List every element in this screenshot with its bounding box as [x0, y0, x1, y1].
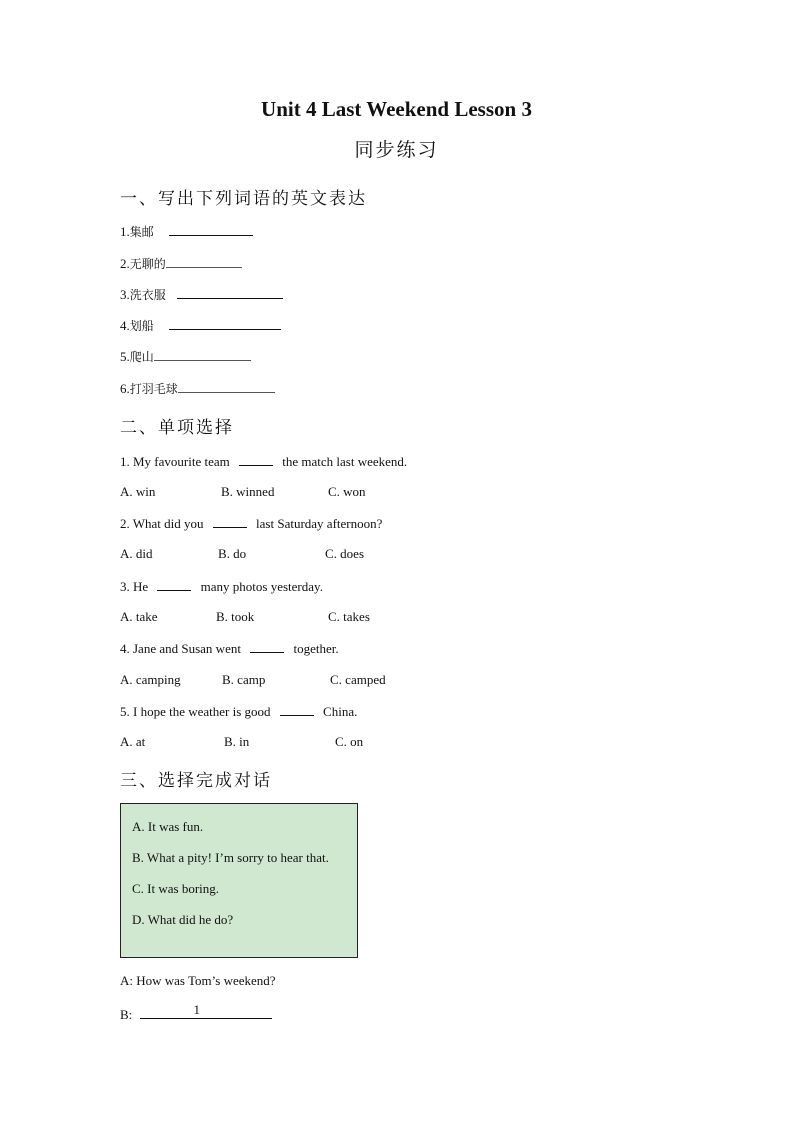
option-b[interactable]: B. winned	[221, 484, 275, 499]
question-text: last Saturday afternoon?	[256, 516, 383, 531]
option-b[interactable]: B. took	[216, 609, 255, 624]
dialogue-option-b: B. What a pity! I’m sorry to hear that.	[132, 850, 329, 865]
section1-heading: 一、写出下列词语的英文表达	[120, 189, 367, 209]
option-a[interactable]: A. did	[120, 546, 153, 561]
option-a[interactable]: A. take	[120, 609, 158, 624]
answer-blank[interactable]	[178, 380, 275, 393]
option-c[interactable]: C. on	[335, 734, 364, 749]
option-a[interactable]: A. at	[120, 734, 146, 749]
answer-blank[interactable]	[177, 286, 283, 299]
speaker: B:	[120, 1007, 133, 1022]
option-b[interactable]: B. camp	[222, 672, 266, 687]
vocab-num: 1.	[120, 224, 130, 239]
answer-blank[interactable]	[157, 578, 191, 591]
dialogue-line-2	[120, 1004, 272, 1023]
answer-blank[interactable]	[166, 255, 242, 268]
question-text: the match last weekend.	[282, 454, 408, 469]
question-4	[120, 640, 339, 657]
question-text: 1. My favourite team	[120, 454, 230, 469]
vocab-item-4	[120, 317, 281, 334]
option-a[interactable]: A. camping	[120, 672, 181, 687]
question-text: 4. Jane and Susan went	[120, 641, 241, 656]
question-text: 3. He	[120, 579, 149, 594]
option-a[interactable]: A. win	[120, 484, 156, 499]
question-text: many photos yesterday.	[200, 579, 323, 594]
vocab-text: 集邮	[129, 225, 154, 239]
option-b[interactable]: B. in	[224, 734, 250, 749]
vocab-item-5	[120, 348, 251, 365]
vocab-text: 划船	[129, 319, 154, 333]
answer-blank[interactable]	[140, 1004, 272, 1019]
blank-number: 1	[193, 1002, 201, 1017]
vocab-text: 洗衣服	[129, 288, 166, 302]
option-c[interactable]: C. won	[328, 484, 366, 499]
vocab-num: 3.	[120, 287, 130, 302]
question-5	[120, 703, 357, 720]
answer-blank[interactable]	[213, 515, 247, 528]
vocab-num: 6.	[120, 381, 130, 396]
question-text: China.	[323, 704, 358, 719]
dialogue-text: How was Tom’s weekend?	[136, 973, 276, 988]
vocab-num: 4.	[120, 318, 130, 333]
question-text: 5. I hope the weather is good	[120, 704, 271, 719]
vocab-item-1	[120, 223, 253, 240]
option-c[interactable]: C. takes	[328, 609, 370, 624]
answer-blank[interactable]	[239, 453, 273, 466]
question-text: together.	[293, 641, 339, 656]
options-4	[120, 672, 520, 690]
answer-blank[interactable]	[250, 640, 284, 653]
dialogue-line-1	[120, 973, 276, 989]
vocab-item-2	[120, 255, 242, 272]
answer-blank[interactable]	[169, 317, 281, 330]
answer-blank[interactable]	[154, 348, 251, 361]
vocab-num: 2.	[120, 256, 130, 271]
dialogue-option-c: C. It was boring.	[132, 881, 220, 896]
vocab-text: 爬山	[129, 350, 154, 364]
question-2	[120, 515, 382, 532]
vocab-text: 打羽毛球	[129, 382, 178, 396]
vocab-text: 无聊的	[129, 257, 166, 271]
dialogue-option-a: A. It was fun.	[132, 819, 204, 834]
options-1	[120, 484, 520, 502]
question-1	[120, 453, 407, 470]
options-3	[120, 609, 520, 627]
answer-blank[interactable]	[169, 223, 253, 236]
speaker: A:	[120, 973, 133, 988]
vocab-num: 5.	[120, 349, 130, 364]
options-5	[120, 734, 520, 752]
option-c[interactable]: C. does	[325, 546, 364, 561]
options-box	[120, 803, 358, 958]
option-c[interactable]: C. camped	[330, 672, 386, 687]
vocab-item-6	[120, 380, 275, 397]
option-b[interactable]: B. do	[218, 546, 247, 561]
page-subtitle: 同步练习	[354, 139, 439, 161]
question-text: 2. What did you	[120, 516, 204, 531]
section3-heading: 三、选择完成对话	[120, 771, 272, 791]
vocab-item-3	[120, 286, 283, 303]
page-title: Unit 4 Last Weekend Lesson 3	[261, 97, 532, 121]
answer-blank[interactable]	[280, 703, 314, 716]
section2-heading: 二、单项选择	[120, 418, 234, 438]
dialogue-option-d: D. What did he do?	[132, 912, 234, 927]
options-2	[120, 546, 520, 564]
question-3	[120, 578, 323, 595]
